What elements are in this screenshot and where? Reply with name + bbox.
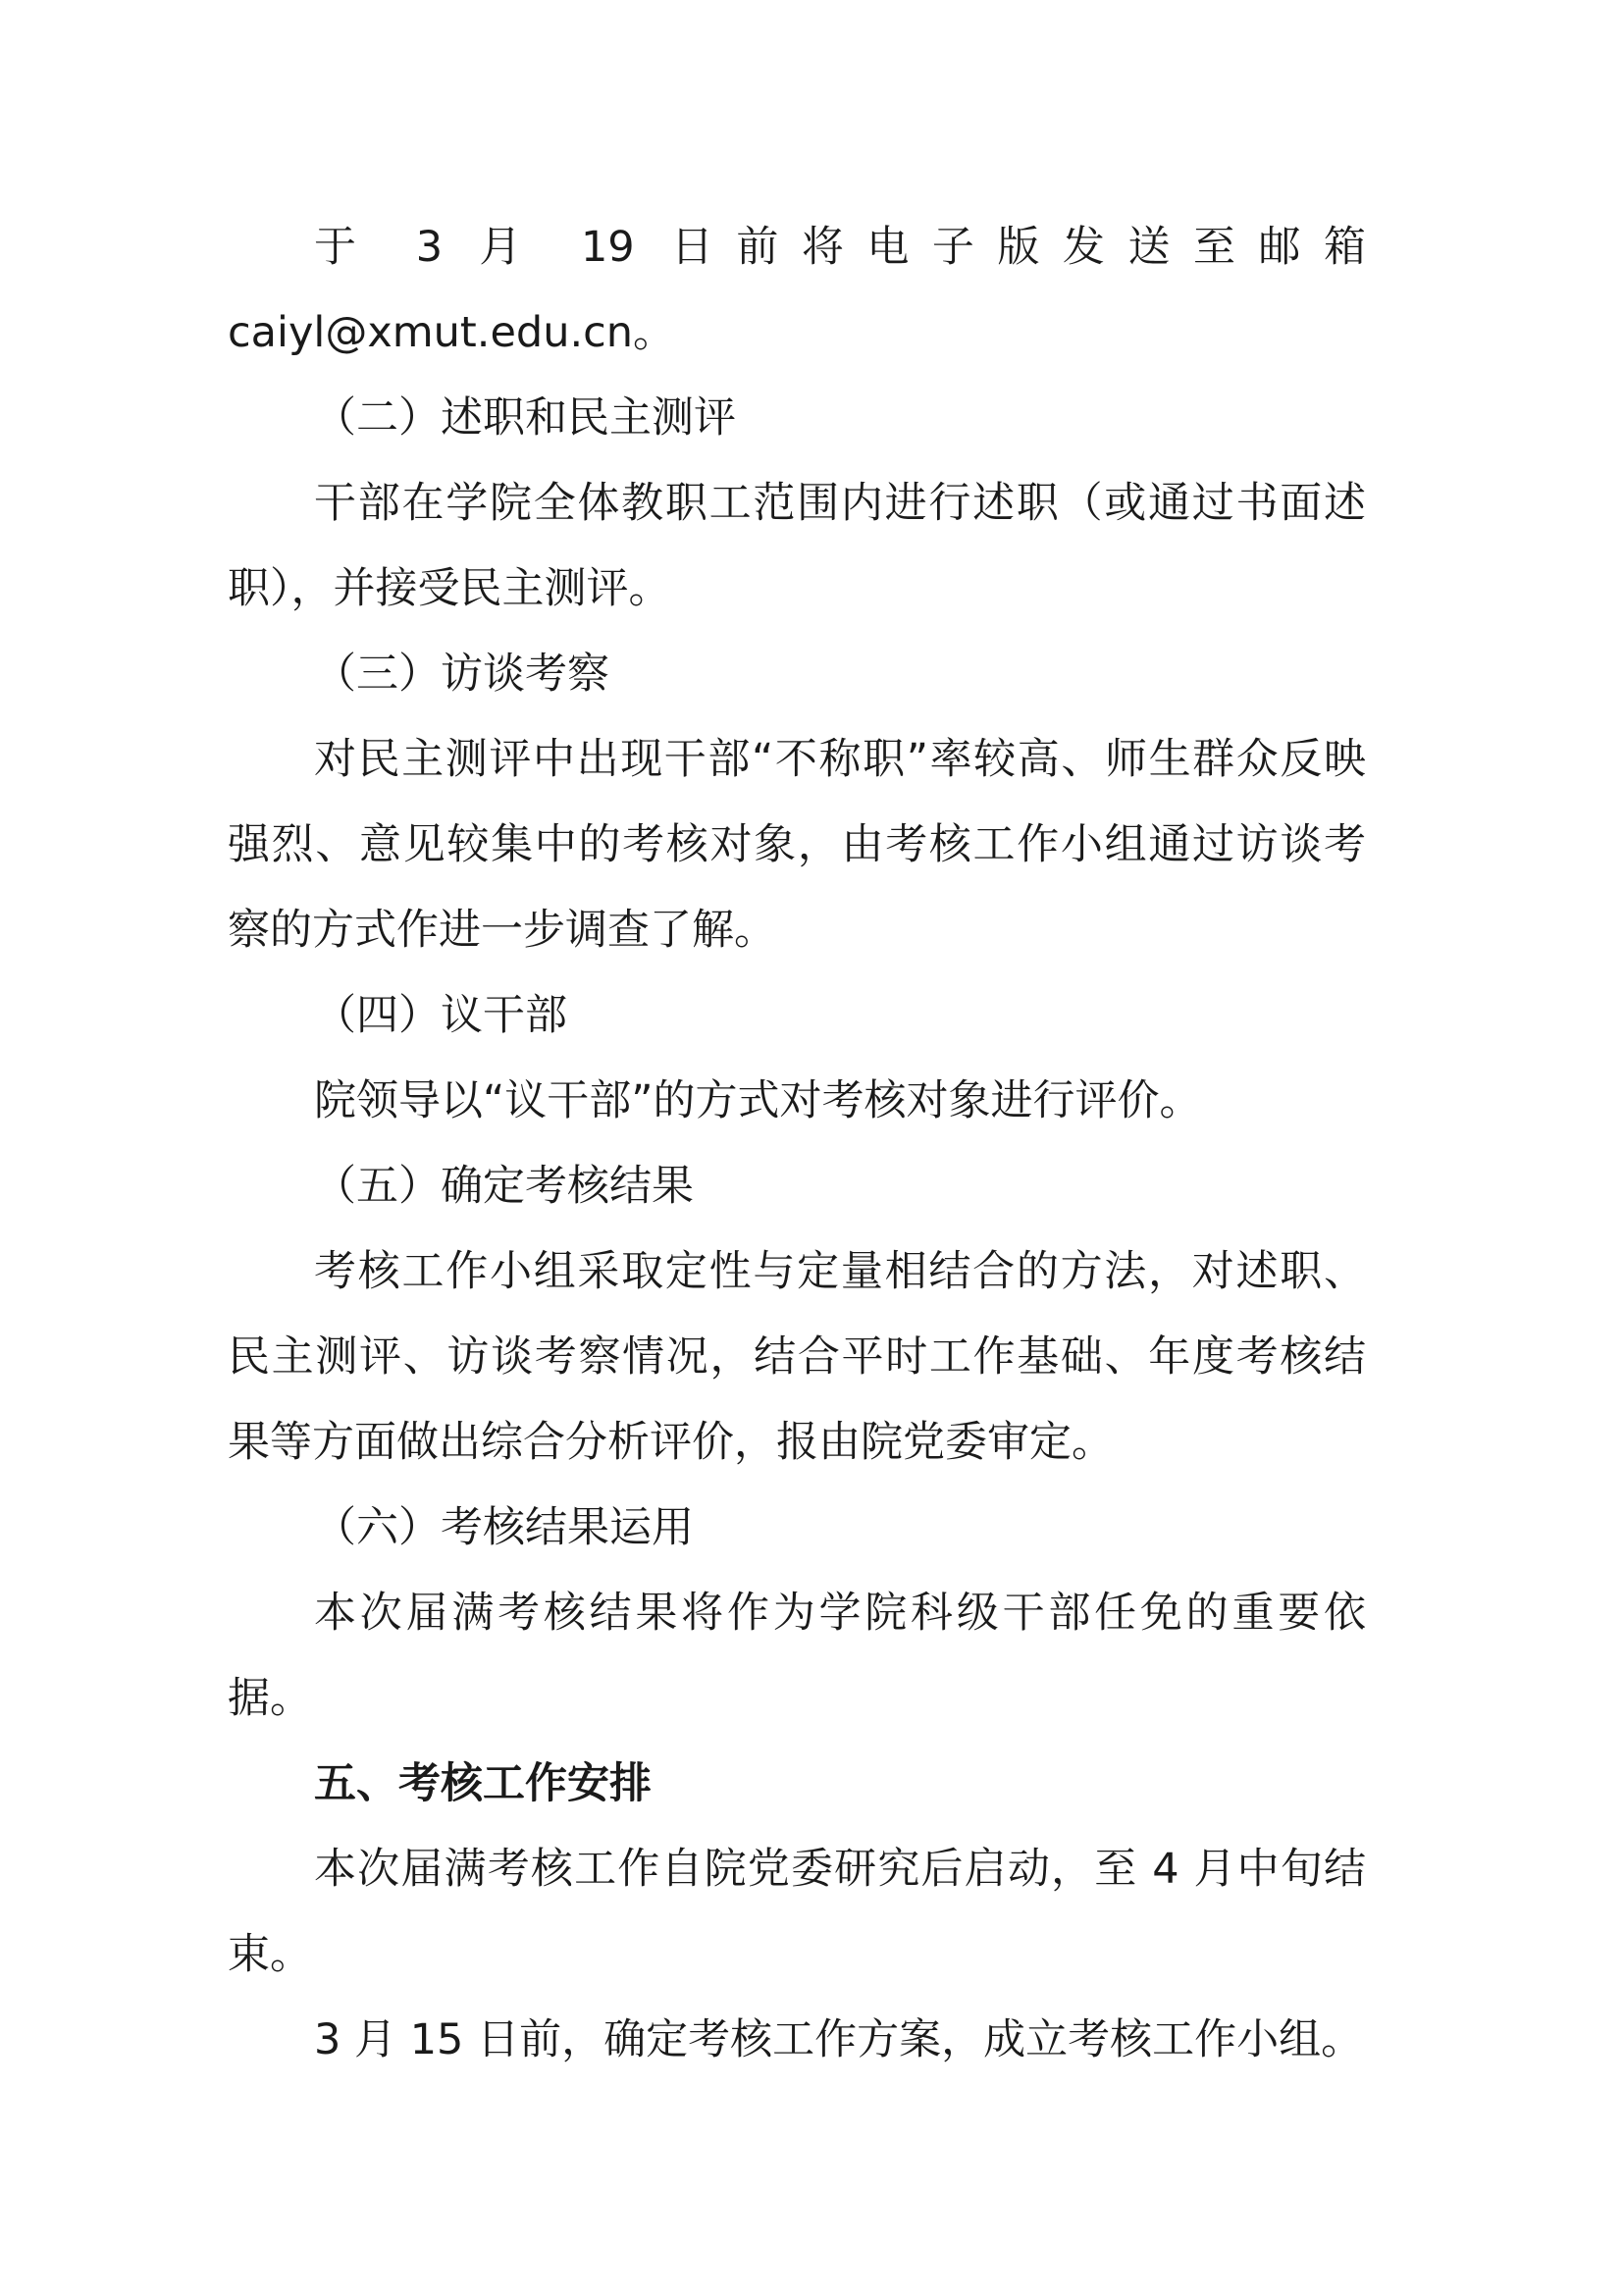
paragraph-line: 本次届满考核结果将作为学院科级干部任免的重要依 <box>314 1589 1366 1638</box>
paragraph-line: 束。 <box>228 1930 312 1979</box>
paragraph-line: 据。 <box>228 1674 312 1723</box>
paragraph-line: 考核工作小组采取定性与定量相结合的方法，对述职、 <box>314 1247 1366 1296</box>
paragraph-line: 强烈、意见较集中的考核对象，由考核工作小组通过访谈考 <box>228 820 1366 869</box>
paragraph-line: 果等方面做出综合分析评价，报由院党委审定。 <box>228 1418 1114 1467</box>
paragraph-line: 本次届满考核工作自院党委研究后启动，至 4 月中旬结 <box>314 1845 1366 1894</box>
section-heading: （二）述职和民主测评 <box>314 393 736 443</box>
paragraph-line: 民主测评、访谈考察情况，结合平时工作基础、年度考核结 <box>228 1332 1366 1382</box>
paragraph-line: 察的方式作进一步调查了解。 <box>228 906 776 955</box>
paragraph-line: 3 月 15 日前，确定考核工作方案，成立考核工作小组。 <box>314 2015 1364 2064</box>
paragraph-line: 院领导以“议干部”的方式对考核对象进行评价。 <box>314 1076 1202 1125</box>
section-heading: （四）议干部 <box>314 991 567 1040</box>
paragraph-line: caiyl@xmut.edu.cn。 <box>228 308 676 357</box>
section-heading: （三）访谈考察 <box>314 650 609 699</box>
section-heading: （五）确定考核结果 <box>314 1162 694 1211</box>
section-heading: （六）考核结果运用 <box>314 1503 694 1552</box>
paragraph-line: 干部在学院全体教职工范围内进行述职（或通过书面述 <box>314 479 1366 528</box>
paragraph-line: 于 3 月 19 日前将电子版发送至邮箱 <box>314 223 1366 272</box>
paragraph-line: 对民主测评中出现干部“不称职”率较高、师生群众反映 <box>314 735 1366 784</box>
chapter-heading: 五、考核工作安排 <box>314 1759 652 1808</box>
paragraph-line: 职），并接受民主测评。 <box>228 564 671 613</box>
